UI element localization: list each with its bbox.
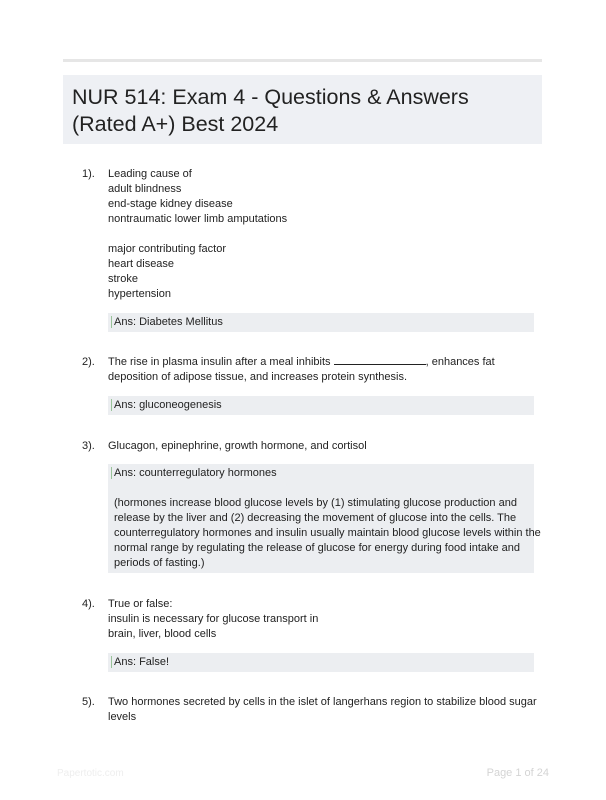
answer-text: Ans: Diabetes Mellitus <box>114 316 223 328</box>
answer-box <box>108 396 534 415</box>
question-text: Two hormones secreted by cells in the islet of langerhans region to stabilize blood sugar levels <box>108 696 537 723</box>
answer-box <box>108 464 541 573</box>
answer-text: Ans: False! <box>114 656 170 668</box>
title-banner <box>63 75 542 144</box>
question-number: 1). <box>82 168 95 180</box>
top-divider <box>63 59 542 62</box>
answer-box <box>108 653 534 672</box>
question-text: The rise in plasma insulin after a meal inhibits , enhances fat deposition of adipose tissue, and increases protein synthesis. <box>108 356 495 383</box>
fill-in-blank <box>334 355 426 365</box>
answer-explanation: (hormones increase blood glucose levels by (1) stimulating glucose production and release by the liver and (2) decreasing the movement of glucose into the cells. The counterregulatory hormones and insulin usually maintain blood glucose levels within the normal range by regulating the release of glucose for energy during food intake and periods of fasting.) <box>114 497 541 569</box>
question-number: 3). <box>82 440 95 452</box>
question-text: True or false: insulin is necessary for glucose transport in brain, liver, blood cells <box>108 598 319 640</box>
question-number: 2). <box>82 356 95 368</box>
answer-text: Ans: gluconeogenesis <box>114 399 222 411</box>
question-number: 5). <box>82 696 95 708</box>
question-text: Glucagon, epinephrine, growth hormone, and cortisol <box>108 440 367 452</box>
page-number: Page 1 of 24 <box>486 767 549 779</box>
question-number: 4). <box>82 598 95 610</box>
page-title: NUR 514: Exam 4 - Questions & Answers (Rated A+) Best 2024 <box>72 85 469 136</box>
question-text: Leading cause of adult blindness end-stage kidney disease nontraumatic lower limb amputations major contributing factor heart disease stroke hypertension <box>108 168 288 300</box>
answer-box <box>108 313 534 332</box>
answer-text: Ans: counterregulatory hormones <box>114 467 277 479</box>
footer-watermark: Papertotic.com <box>57 768 124 779</box>
